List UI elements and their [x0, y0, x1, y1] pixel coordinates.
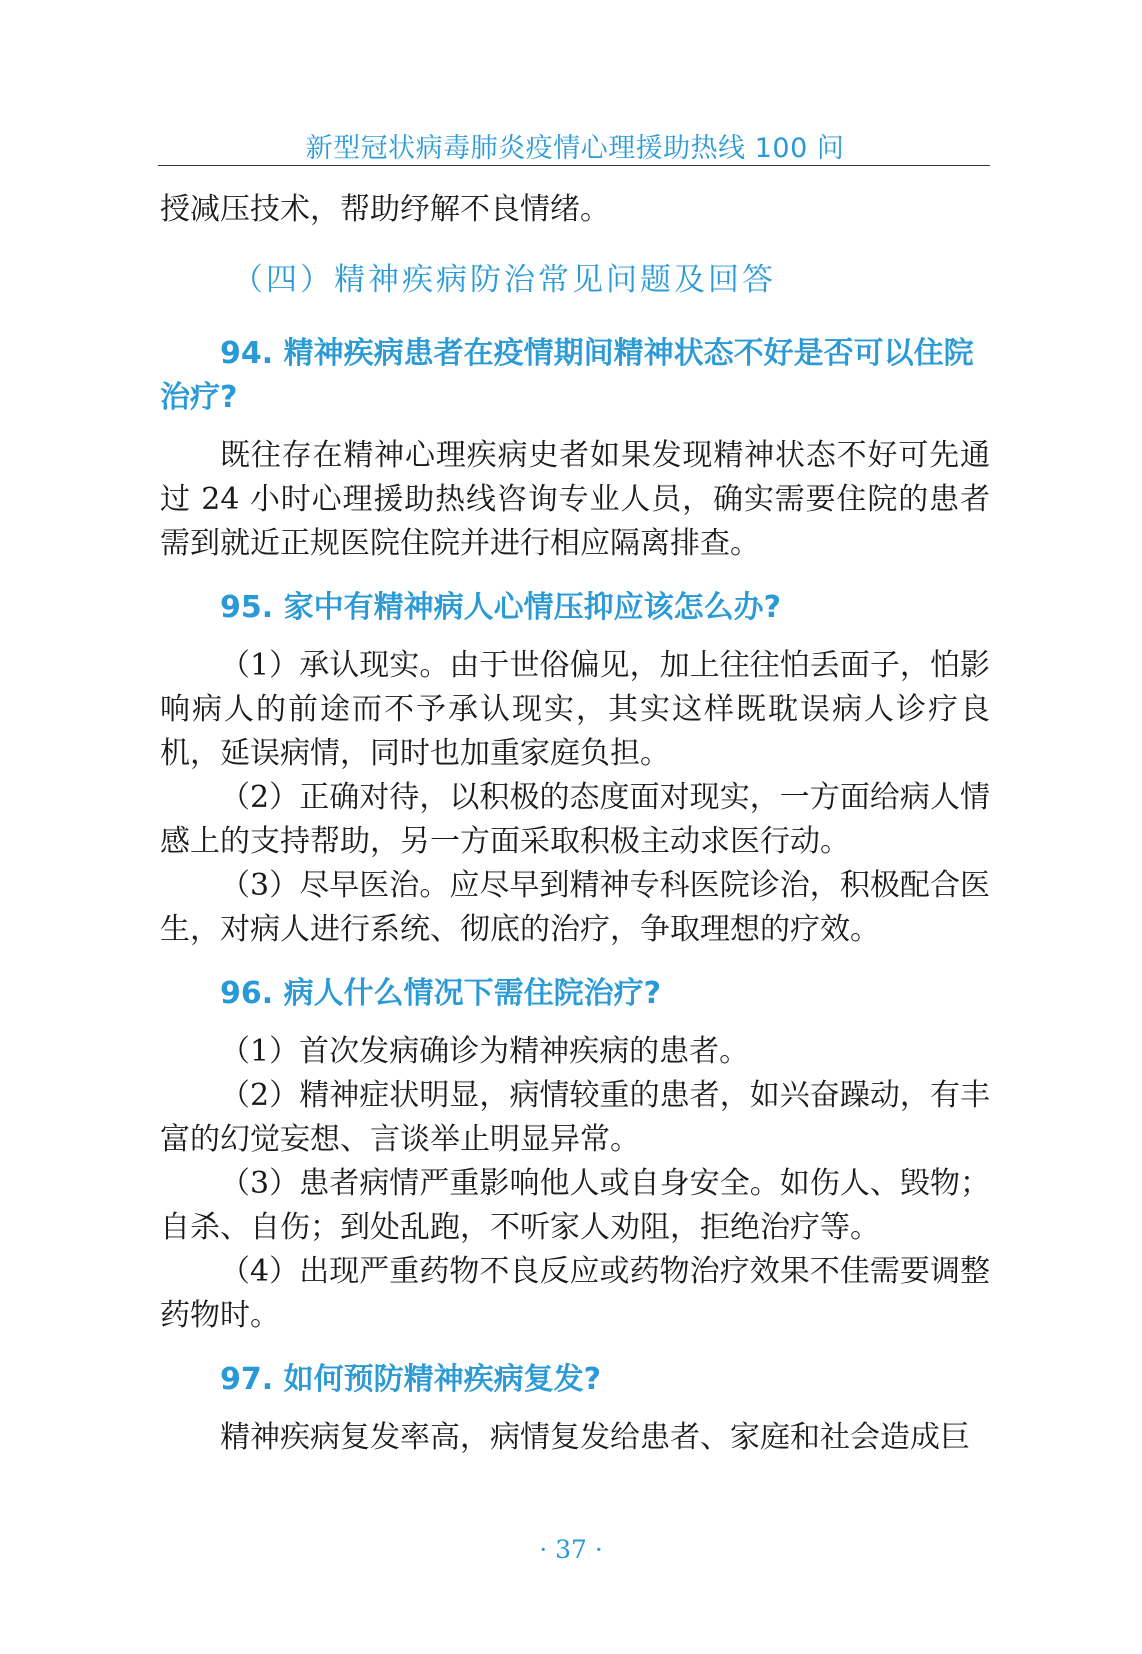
question-95-item-2: （2）正确对待，以积极的态度面对现实，一方面给病人情感上的支持帮助，另一方面采取积极主动求医行动。 [160, 780, 990, 859]
question-94-heading: 94. 精神疾病患者在疫情期间精神状态不好是否可以住院治疗? [160, 336, 974, 415]
page-content [160, 188, 990, 1460]
question-97-heading: 97. 如何预防精神疾病复发? [220, 1362, 601, 1397]
question-96-item-3: （3）患者病情严重影响他人或自身安全。如伤人、毁物；自杀、自伤；到处乱跑，不听家人劝阻，拒绝治疗等。 [160, 1166, 990, 1245]
question-96-item-4: （4）出现严重药物不良反应或药物治疗效果不佳需要调整药物时。 [160, 1254, 990, 1333]
running-header: 新型冠状病毒肺炎疫情心理援助热线 100 问 [305, 133, 845, 164]
continuation-paragraph: 授减压技术，帮助纾解不良情绪。 [160, 192, 610, 227]
section-title: （四）精神疾病防治常见问题及回答 [232, 262, 776, 298]
question-96-item-1: （1）首次发病确诊为精神疾病的患者。 [220, 1034, 750, 1069]
question-96-heading: 96. 病人什么情况下需住院治疗? [220, 976, 661, 1011]
question-97-answer: 精神疾病复发率高，病情复发给患者、家庭和社会造成巨 [220, 1420, 970, 1455]
question-95-item-3: （3）尽早医治。应尽早到精神专科医院诊治，积极配合医生，对病人进行系统、彻底的治疗，争取理想的疗效。 [160, 868, 990, 947]
header-divider [158, 165, 990, 166]
question-95-heading: 95. 家中有精神病人心情压抑应该怎么办? [220, 590, 781, 625]
question-96-item-2: （2）精神症状明显，病情较重的患者，如兴奋躁动，有丰富的幻觉妄想、言谈举止明显异常。 [160, 1078, 990, 1157]
page-number: · 37 · [539, 1535, 603, 1564]
question-95-item-1: （1）承认现实。由于世俗偏见，加上往往怕丢面子，怕影响病人的前途而不予承认现实，其实这样既耽误病人诊疗良机，延误病情，同时也加重家庭负担。 [160, 648, 990, 771]
question-94-answer: 既往存在精神心理疾病史者如果发现精神状态不好可先通过 24 小时心理援助热线咨询专业人员，确实需要住院的患者需到就近正规医院住院并进行相应隔离排查。 [160, 438, 990, 561]
